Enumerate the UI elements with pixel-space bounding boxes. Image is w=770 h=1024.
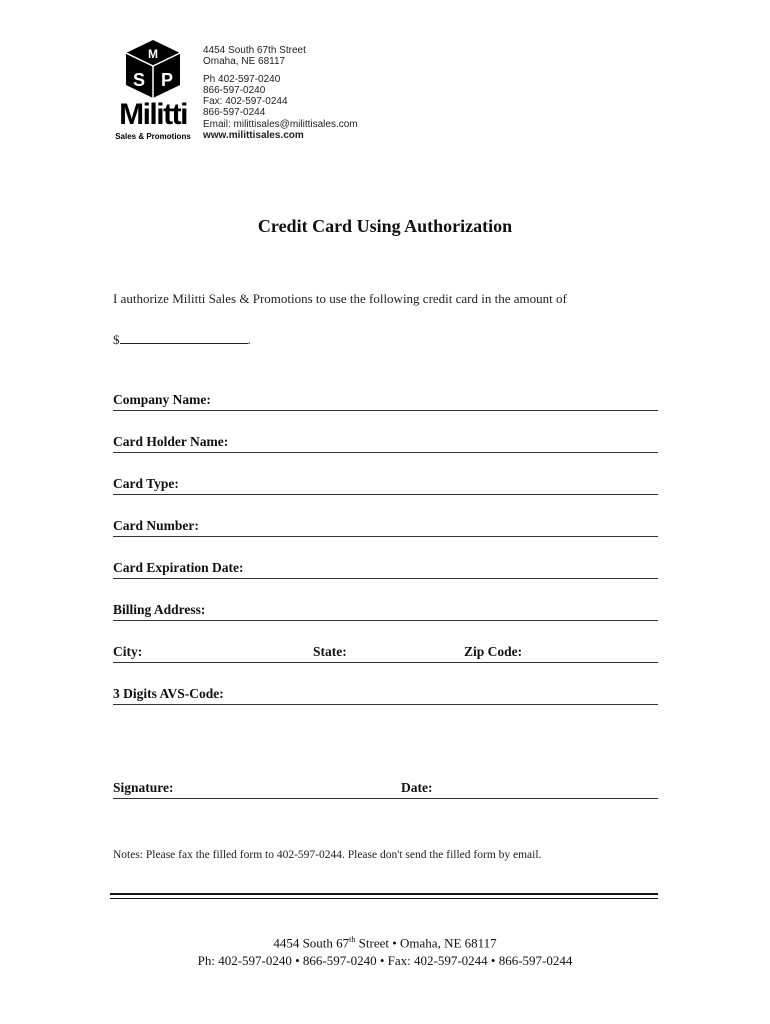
card-expiration-date-label: Card Expiration Date: — [113, 560, 244, 575]
company-name-label: Company Name: — [113, 392, 211, 407]
city-label: City: — [113, 644, 143, 659]
billing-address-label: Billing Address: — [113, 602, 206, 617]
footer-address-suffix: Street • Omaha, NE 68117 — [355, 935, 497, 951]
form-title: Credit Card Using Authorization — [257, 216, 513, 236]
footer-address-sup: th — [349, 935, 356, 944]
footer-contact: Ph: 402-597-0240 • 866-597-0240 • Fax: 402-597-0244 • 866-597-0244 — [197, 953, 573, 968]
fax-1: Fax: 402-597-0244 — [203, 96, 288, 108]
logo-letter-m: M — [148, 47, 158, 61]
footer-address — [0, 935, 770, 951]
card-type-label: Card Type: — [113, 476, 179, 491]
city-state-zip-row[interactable] — [113, 644, 658, 663]
card-expiration-date-field[interactable] — [113, 560, 658, 579]
footer-divider-thin — [110, 898, 658, 899]
card-type-field[interactable] — [113, 476, 658, 495]
card-number-field[interactable] — [113, 518, 658, 537]
footer-divider-thick — [110, 893, 658, 895]
company-logo — [110, 38, 196, 142]
avs-code-field[interactable] — [113, 686, 658, 705]
form-notes: Notes: Please fax the filled form to 402-597-0244. Please don't send the filled form by email. — [113, 849, 542, 861]
card-holder-name-field[interactable] — [113, 434, 658, 453]
logo-tagline: Sales & Promotions — [115, 132, 191, 141]
card-number-label: Card Number: — [113, 518, 199, 533]
avs-code-label: 3 Digits AVS-Code: — [113, 686, 224, 701]
zip-code-label: Zip Code: — [464, 644, 523, 659]
address-line-1: 4454 South 67th Street — [203, 45, 306, 56]
phone-1: Ph 402-597-0240 — [203, 73, 281, 85]
phone-2: 866-597-0240 — [203, 84, 266, 96]
signature-date-row[interactable] — [113, 780, 658, 799]
contact-block — [203, 45, 358, 141]
company-name-field[interactable] — [113, 392, 658, 411]
amount-line — [113, 331, 251, 348]
website-link[interactable]: www.milittisales.com — [203, 130, 304, 142]
logo-letter-s: S — [132, 70, 146, 90]
amount-input[interactable] — [120, 331, 248, 344]
footer-address-prefix: 4454 South 67 — [273, 935, 350, 951]
email: Email: milittisales@milittisales.com — [203, 118, 358, 130]
state-label: State: — [313, 644, 347, 659]
amount-prefix: $ — [113, 332, 120, 347]
logo-wordmark: Militti — [119, 98, 187, 131]
authorization-statement: I authorize Militti Sales & Promotions to use the following credit card in the amount of — [113, 291, 567, 306]
billing-address-field[interactable] — [113, 602, 658, 621]
date-label: Date: — [401, 780, 433, 795]
amount-suffix: . — [247, 332, 251, 347]
logo-cube-icon — [122, 38, 184, 100]
address-line-2: Omaha, NE 68117 — [203, 56, 286, 68]
card-holder-name-label: Card Holder Name: — [113, 434, 229, 449]
fax-2: 866-597-0244 — [203, 107, 266, 119]
signature-label: Signature: — [113, 780, 174, 795]
logo-letter-p: P — [160, 70, 174, 90]
